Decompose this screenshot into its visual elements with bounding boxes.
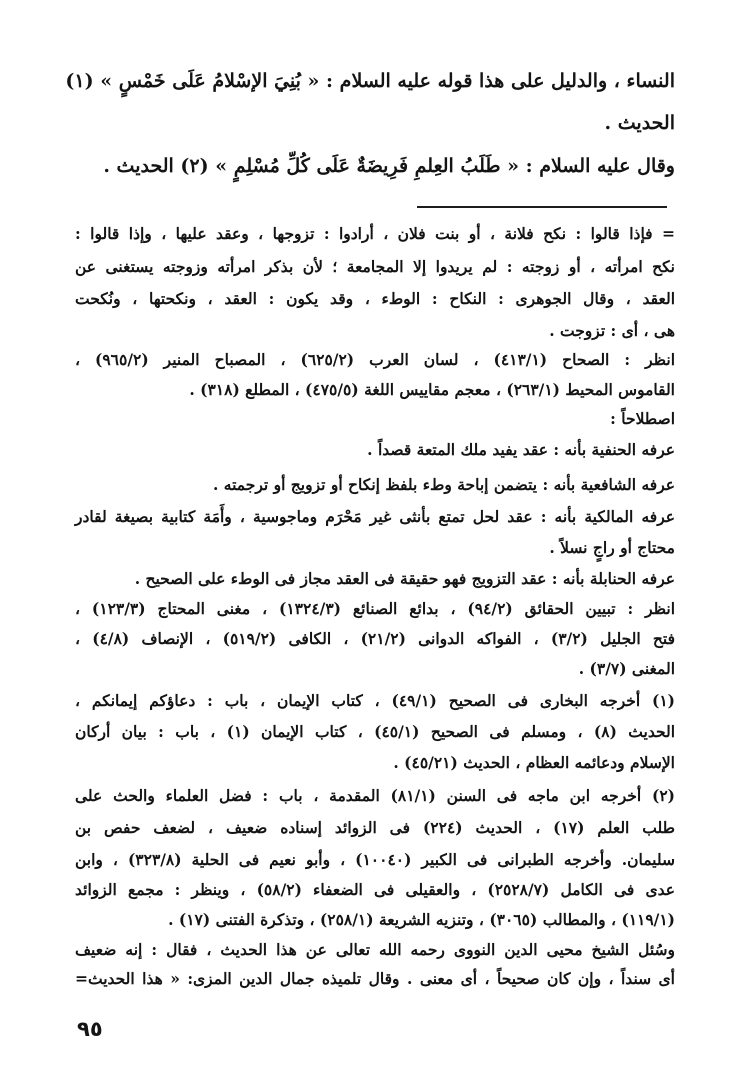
- footnote-line-10: عرفه المالكية بأنه : عقد لحل تمتع بأنثى غير مَحْرَم وماجوسية ، وأَمَة كتابية بصيغة لقادر: [75, 507, 675, 526]
- footnote-1-line-1: (١) أخرجه البخارى فى الصحيح (٤٩/١) ، كتاب الإيمان ، باب : دعاؤكم إيمانكم ،: [75, 691, 675, 710]
- footnote-2-line-1: (٢) أخرجه ابن ماجه فى السنن (٨١/١) المقدمة ، باب : فضل العلماء والحث على: [75, 786, 675, 805]
- footnote-2-line-6: وسُئل الشيخ محيى الدين النووى رحمه الله تعالى عن هذا الحديث ، فقال : إنه ضعيف: [75, 940, 675, 959]
- footnote-line-1: = فإذا قالوا : نكح فلانة ، أو بنت فلان ، أرادوا : تزوجها ، وعقد عليها ، وإذا قالوا :: [75, 224, 675, 243]
- footnote-line-9: عرفه الشافعية بأنه : يتضمن إباحة وطء بلفظ إنكاح أو تزويج أو ترجمته .: [213, 475, 675, 494]
- footnote-2-line-7: أى سنداً ، وإن كان صحيحاً ، أى معنى . وقال تلميذه جمال الدين المزى: « هذا الحديث=: [75, 969, 675, 988]
- footnote-line-6: القاموس المحيط (٢٦٣/١) ، معجم مقاييس اللغة (٤٧٥/٥) ، المطلع (٣١٨) .: [189, 380, 675, 399]
- footnote-divider: [417, 206, 667, 208]
- footnote-line-11: محتاج أو راجٍ نسلاً .: [549, 538, 675, 557]
- footnote-1-line-2: الحديث (٨) ، ومسلم فى الصحيح (٤٥/١) ، كتاب الإيمان (١) ، باب : بيان أركان: [75, 722, 676, 741]
- footnote-1-line-3: الإسلام ودعائمه العظام ، الحديث (٤٥/٢١) .: [393, 753, 675, 772]
- main-text-line-1: النساء ، والدليل على هذا قوله عليه السلام : « بُنِيَ الإسْلامُ عَلَى خَمْسٍ » (١): [65, 70, 675, 92]
- main-text-line-3: وقال عليه السلام : « طَلَبُ العِلمِ فَرِيضَةٌ عَلَى كُلِّ مُسْلِمٍ » (٢) الحديث .: [103, 155, 675, 177]
- footnote-line-13: انظر : تبيين الحقائق (٩٤/٢) ، بدائع الصنائع (١٣٢٤/٣) ، مغنى المحتاج (١٢٣/٣) ،: [75, 599, 676, 618]
- footnote-line-15: المغنى (٣/٧) .: [578, 659, 675, 678]
- footnote-line-2: نكح امرأته ، أو زوجته : لم يريدوا إلا المجامعة ؛ لأن بذكر امرأته وزوجته يستغنى عن: [75, 257, 675, 276]
- footnote-line-3: العقد ، وقال الجوهرى : النكاح : الوطء ، وقد يكون : العقد ، ونكحتها ، ونُكحت: [75, 289, 675, 308]
- footnote-line-5: انظر : الصحاح (٤١٣/١) ، لسان العرب (٦٢٥/٢) ، المصباح المنير (٩٦٥/٢) ،: [75, 350, 675, 369]
- footnote-2-line-2: طلب العلم (١٧) ، الحديث (٢٢٤) فى الزوائد إسناده ضعيف ، لضعف حفص بن: [75, 818, 675, 837]
- footnote-2-line-4: عدى فى الكامل (٢٥٢٨/٧) ، والعقيلى فى الضعفاء (٥٨/٢) ، وينظر : مجمع الزوائد: [75, 880, 675, 899]
- page-number: ٩٥: [77, 1017, 103, 1041]
- footnote-2-line-5: (١١٩/١) ، والمطالب (٣٠٦٥) ، وتنزيه الشريعة (٢٥٨/١) ، وتذكرة الفتنى (١٧) .: [168, 910, 675, 929]
- footnote-2-line-3: سليمان. وأخرجه الطبرانى فى الكبير (١٠٠٤٠) ، وأبو نعيم فى الحلية (٣٢٣/٨) ، وابن: [75, 850, 675, 869]
- footnote-line-14: فتح الجليل (٣/٢) ، الفواكه الدوانى (٢١/٢) ، الكافى (٥١٩/٢) ، الإنصاف (٤/٨) ،: [75, 629, 675, 648]
- footnote-line-4: هى ، أى : تزوجت .: [549, 321, 675, 340]
- footnote-line-8: عرفه الحنفية بأنه : عقد يفيد ملك المتعة قصداً .: [367, 440, 675, 459]
- footnote-line-12: عرفه الحنابلة بأنه : عقد التزويج فهو حقيقة فى العقد مجاز فى الوطء على الصحيح .: [134, 569, 675, 588]
- main-text-line-2: الحديث .: [604, 112, 675, 134]
- footnote-line-7: اصطلاحاً :: [610, 409, 675, 428]
